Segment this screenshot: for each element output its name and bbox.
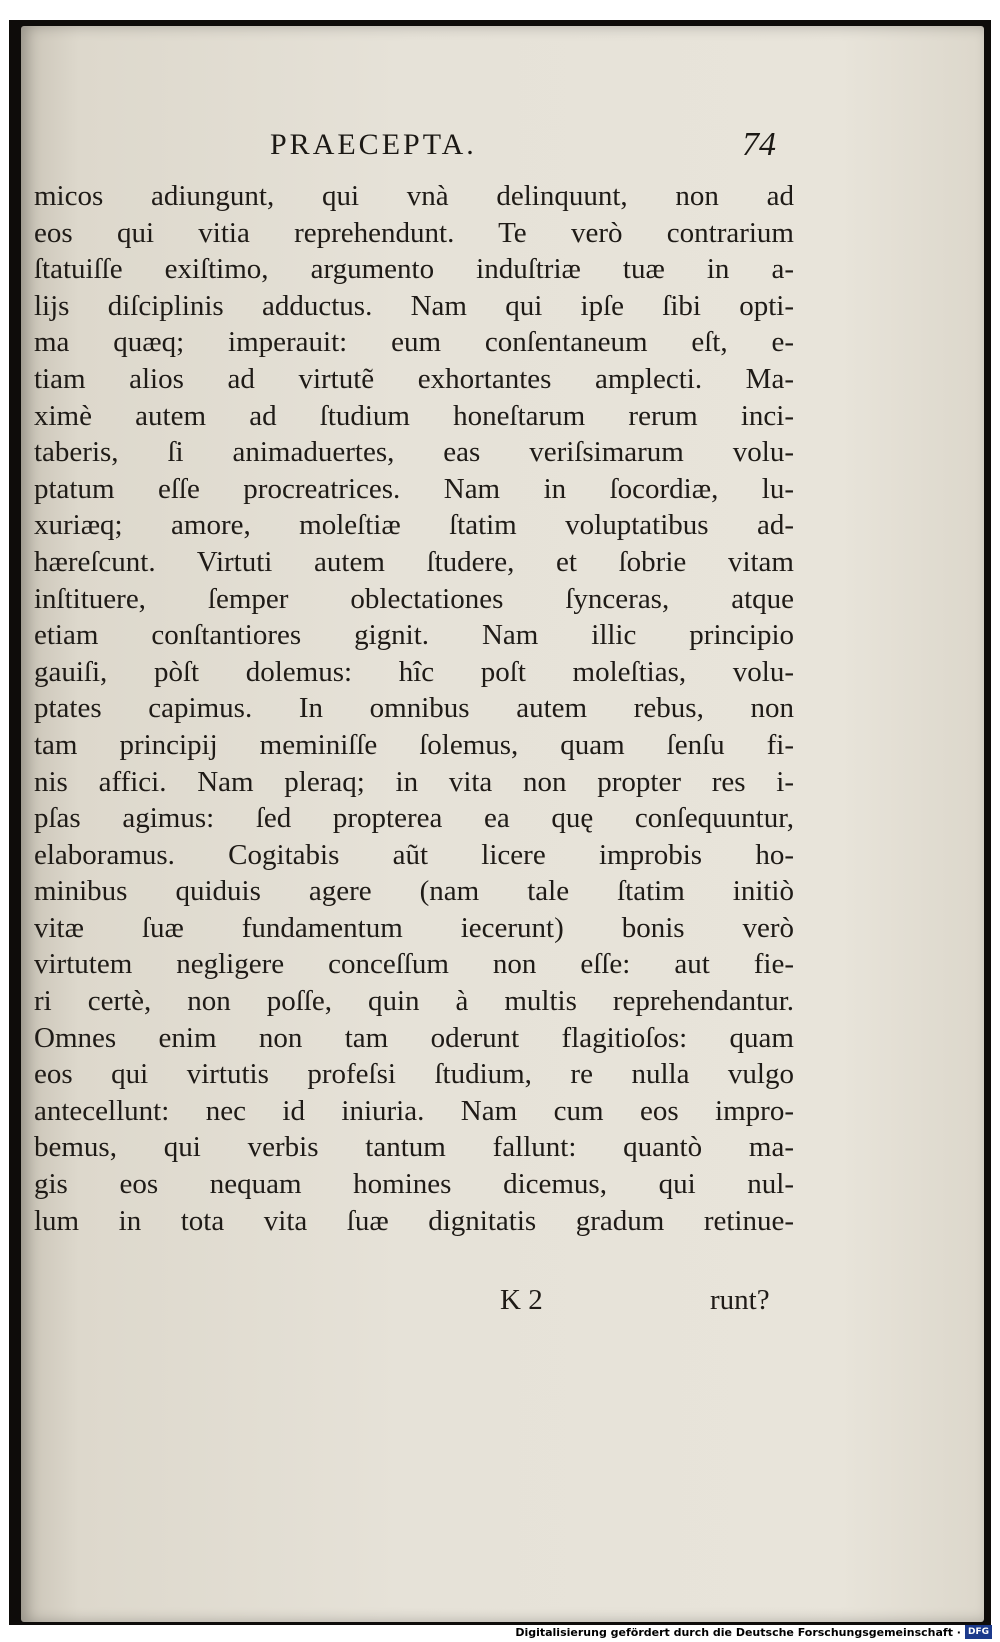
text-line: micos adiungunt, qui vnà delinquunt, non ad [34,180,794,212]
text-line: virtutem negligere conceſſum non eſſe: aut fie- [34,948,794,981]
text-line: eos qui virtutis profeſsi ſtudium, re nulla vulgo [34,1058,794,1091]
page-number: 74 [742,126,776,163]
text-line: tam principij meminiſſe ſolemus, quam ſenſu fi- [34,728,794,761]
text-line: minibus quiduis agere (nam tale ſtatim initiò [34,875,794,908]
text-line: vitæ ſuæ fundamentum iecerunt) bonis verò [34,911,794,944]
text-line: pſas agimus: ſed propterea ea quę conſequuntur, [34,802,794,835]
text-line: taberis, ſi animaduertes, eas veriſsimarum volu- [34,436,794,469]
text-line: elaboramus. Cogitabis aũt licere improbis ho- [34,838,794,871]
text-line: gauiſi, pòſt dolemus: hîc poſt moleſtias, volu- [34,655,794,688]
text-line: lijs diſciplinis adductus. Nam qui ipſe ſibi opti- [34,289,794,322]
body-text [34,178,794,1239]
text-line: gis eos nequam homines dicemus, qui nul- [34,1168,794,1201]
text-line: bemus, qui verbis tantum fallunt: quantò ma- [34,1131,794,1164]
text-line: ri certè, non poſſe, quin à multis reprehendantur. [34,985,794,1018]
text-line: nis affici. Nam pleraq; in vita non propter res i- [34,765,794,798]
text-line: ma quæq; imperauit: eum conſentaneum eſt, e- [34,326,794,359]
text-line: Omnes enim non tam oderunt flagitioſos: quam [34,1021,794,1054]
text-line: inſtituere, ſemper oblectationes ſynceras, atque [34,582,794,615]
text-line: hæreſcunt. Virtuti autem ſtudere, et ſobrie vitam [34,545,794,578]
text-line: lum in tota vita ſuæ dignitatis gradum retinue- [34,1204,794,1237]
text-line: ptates capimus. In omnibus autem rebus, non [34,692,794,725]
running-head-title: PRAECEPTA. [270,128,477,161]
text-line: ximè autem ad ſtudium honeſtarum rerum inci- [34,399,794,432]
running-head [0,128,1000,168]
dfg-logo: DFG [965,1625,992,1639]
credit-text: Digitalisierung gefördert durch die Deutsche Forschungsgemeinschaft · [515,1625,961,1639]
text-line: ptatum eſſe procreatrices. Nam in ſocordiæ, lu- [34,472,794,505]
digitization-credit [515,1624,992,1640]
text-line: eos qui vitia reprehendunt. Te verò contrarium [34,216,794,249]
signature-mark: K 2 [500,1284,543,1316]
text-line: antecellunt: nec id iniuria. Nam cum eos impro- [34,1094,794,1127]
text-line: etiam conſtantiores gignit. Nam illic principio [34,619,794,652]
catchword: runt? [710,1284,770,1316]
text-line: ſtatuiſſe exiſtimo, argumento induſtriæ tuæ in a- [34,253,794,286]
text-line: tiam alios ad virtutẽ exhortantes amplecti. Ma- [34,362,794,395]
text-line: xuriæq; amore, moleſtiæ ſtatim voluptatibus ad- [34,509,794,542]
